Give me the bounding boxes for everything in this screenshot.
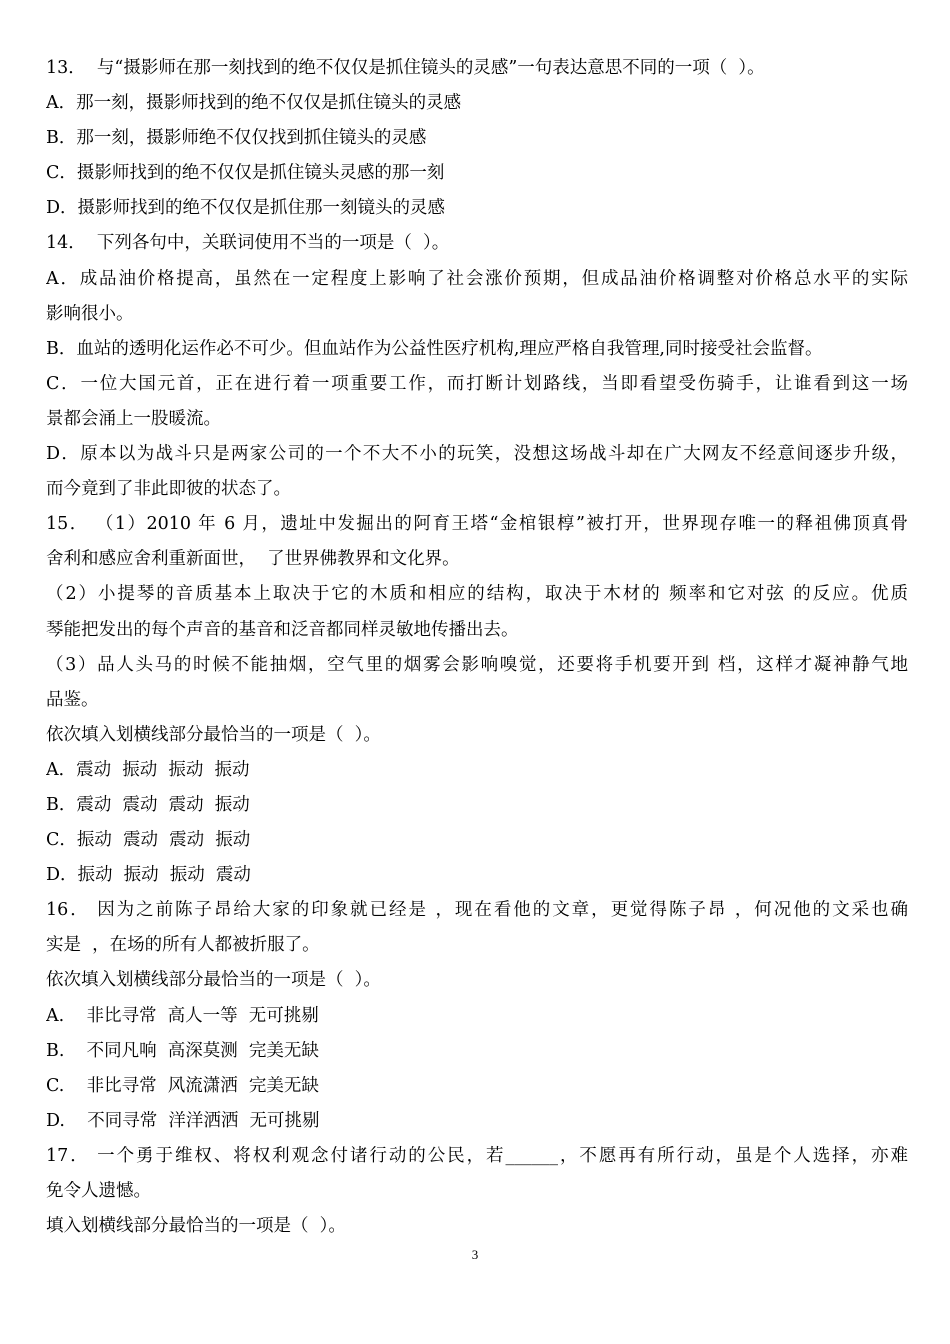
page-number: 3 xyxy=(471,1247,479,1262)
question-16-stem-line2: 实是 ，在场的所有人都被折服了。 xyxy=(46,935,320,956)
question-14-option-d-line2: 而今竟到了非此即彼的状态了。 xyxy=(46,479,291,500)
question-13-option-d: D．摄影师找到的绝不仅仅是抓住那一刻镜头的灵感 xyxy=(46,198,446,219)
question-15-option-a: A．震动 振动 振动 振动 xyxy=(46,759,250,780)
question-15-option-b: B．震动 震动 震动 振动 xyxy=(46,794,250,815)
document-page xyxy=(46,51,908,1244)
question-15-stem-line1: 15． （1）2010 年 6 月，遗址中发掘出的阿育王塔“金棺银椁”被打开，世界现存唯一的释祖佛顶真骨 xyxy=(46,514,908,535)
question-15-stem-line2: 舍利和感应舍利重新面世， 了世界佛教界和文化界。 xyxy=(46,549,460,570)
question-15-part2-line1: （2）小提琴的音质基本上取决于它的木质和相应的结构，取决于木材的 频率和它对弦 的反应。优质 xyxy=(46,584,908,605)
question-16-stem-line1: 16． 因为之前陈子昂给大家的印象就已经是 ，现在看他的文章，更觉得陈子昂 ，何况他的文采也确 xyxy=(46,900,908,921)
question-15-option-c: C．振动 震动 震动 振动 xyxy=(46,830,251,851)
question-14-option-a-line1: A．成品油价格提高，虽然在一定程度上影响了社会涨价预期，但成品油价格调整对价格总水平的实际 xyxy=(46,268,908,289)
question-13-option-b: B．那一刻，摄影师绝不仅仅找到抓住镜头的灵感 xyxy=(46,128,427,149)
question-16-option-d: D. 不同寻常 洋洋洒洒 无可挑剔 xyxy=(46,1110,320,1131)
question-16-option-b: B. 不同凡响 高深莫测 完美无缺 xyxy=(46,1040,319,1061)
question-13-option-a: A．那一刻，摄影师找到的绝不仅仅是抓住镜头的灵感 xyxy=(46,93,462,114)
question-13-stem: 13． 与“摄影师在那一刻找到的绝不仅仅是抓住镜头的灵感”一句表达意思不同的一项（ ）。 xyxy=(46,58,765,78)
question-15-part3-line1: （3）品人头马的时候不能抽烟，空气里的烟雾会影响嗅觉，还要将手机要开到 档，这样才凝神静气地 xyxy=(46,654,908,675)
question-17-stem-line2: 免令人遗憾。 xyxy=(46,1181,151,1201)
question-15-option-d: D．振动 振动 振动 震动 xyxy=(46,865,251,886)
question-16-prompt: 依次填入划横线部分最恰当的一项是（ ）。 xyxy=(46,970,381,991)
question-17-prompt: 填入划横线部分最恰当的一项是（ ）。 xyxy=(46,1216,346,1237)
question-15-prompt: 依次填入划横线部分最恰当的一项是（ ）。 xyxy=(46,724,381,745)
question-14-stem: 14． 下列各句中，关联词使用不当的一项是（ ）。 xyxy=(46,233,450,254)
question-14-option-b: B．血站的透明化运作必不可少。但血站作为公益性医疗机构,理应严格自我管理,同时接受社会监督。 xyxy=(46,338,823,359)
question-15-part2-line2: 琴能把发出的每个声音的基音和泛音都同样灵敏地传播出去。 xyxy=(46,619,519,640)
question-15-part3-line2: 品鉴。 xyxy=(46,689,99,710)
question-14-option-c-line2: 景都会涌上一股暖流。 xyxy=(46,408,221,429)
question-16-option-c: C. 非比寻常 风流潇洒 完美无缺 xyxy=(46,1075,319,1096)
question-16-option-a: A. 非比寻常 高人一等 无可挑剔 xyxy=(46,1005,319,1026)
question-14-option-d-line1: D．原本以为战斗只是两家公司的一个不大不小的玩笑，没想这场战斗却在广大网友不经意间逐步升级， xyxy=(46,444,908,465)
question-14-option-c-line1: C．一位大国元首，正在进行着一项重要工作，而打断计划路线，当即看望受伤骑手，让谁看到这一场 xyxy=(46,373,908,394)
question-13-option-c: C．摄影师找到的绝不仅仅是抓住镜头灵感的那一刻 xyxy=(46,163,445,184)
question-14-option-a-line2: 影响很小。 xyxy=(46,303,134,324)
question-17-stem-line1: 17． 一个勇于维权、将权利观念付诸行动的公民，若______，不愿再有所行动，虽是个人选择，亦难 xyxy=(46,1145,908,1166)
